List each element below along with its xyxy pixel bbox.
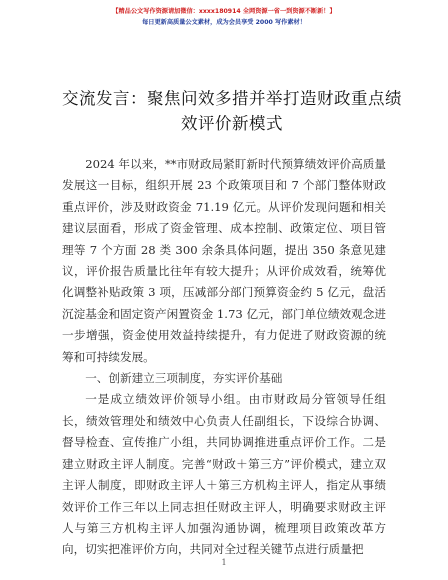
body-paragraph: 一是成立绩效评价领导小组。由市财政局分管领导任组长，绩效管理处和绩效中心负责人任副组长，下设综合协调、督导检查、宣传推广小组，共同协调推进重点评价工作。二是建立财政主评人制度。完善“财政＋第三方”评价模式，建立双主评人制度，即财政主评人＋第三方机构主评人，指定从事绩效评价工作三年以上同志担任财政主评人，明确要求财政主评人与第三方机构主评人加强沟通协调，梳理项目政策改革方向，切实把准评价方向，共同对全过程关键节点进行质量把 xyxy=(62,392,386,557)
section-heading: 一、创新建立三项制度，夯实评价基础 xyxy=(85,371,283,386)
promo-line-2: 每日更新高质量公文素材，成为会员享受 2000 写作素材！ xyxy=(142,19,306,26)
document-body xyxy=(62,154,386,561)
promo-line-1: 【精品公文写作资源请加微信：xxxx180914 全网资源一省一到资源不断新！】 xyxy=(112,8,336,15)
page-number: 1 xyxy=(221,558,227,567)
promo-banner xyxy=(0,6,448,28)
document-title: 交流发言：聚焦问效多措并举打造财政重点绩效评价新模式 xyxy=(62,89,402,133)
intro-paragraph: 2024 年以来，**市财政局紧盯新时代预算绩效评价高质量发展这一目标，组织开展 23 个政策项目和 7 个部门整体财政重点评价，涉及财政资金 71.19 亿元。从评价发现问题和相关建议层面看，形成了资金管理、成本控制、政策定位、项目管理等 7 个方面 28 类 300 余条具体问题，提出 350 条意见建议，评价报告质量比往年有较大提升；从评价成效看，统筹优化调整补贴政策 3 项，压减部分部门预算资金约 5 亿元，盘活沉淀基金和固定资产闲置资金 1.73 亿元，部门单位绩效观念进一步增强，资金使用效益持续提升，有力促进了财政资源的统筹和可持续发展。 xyxy=(62,157,386,364)
